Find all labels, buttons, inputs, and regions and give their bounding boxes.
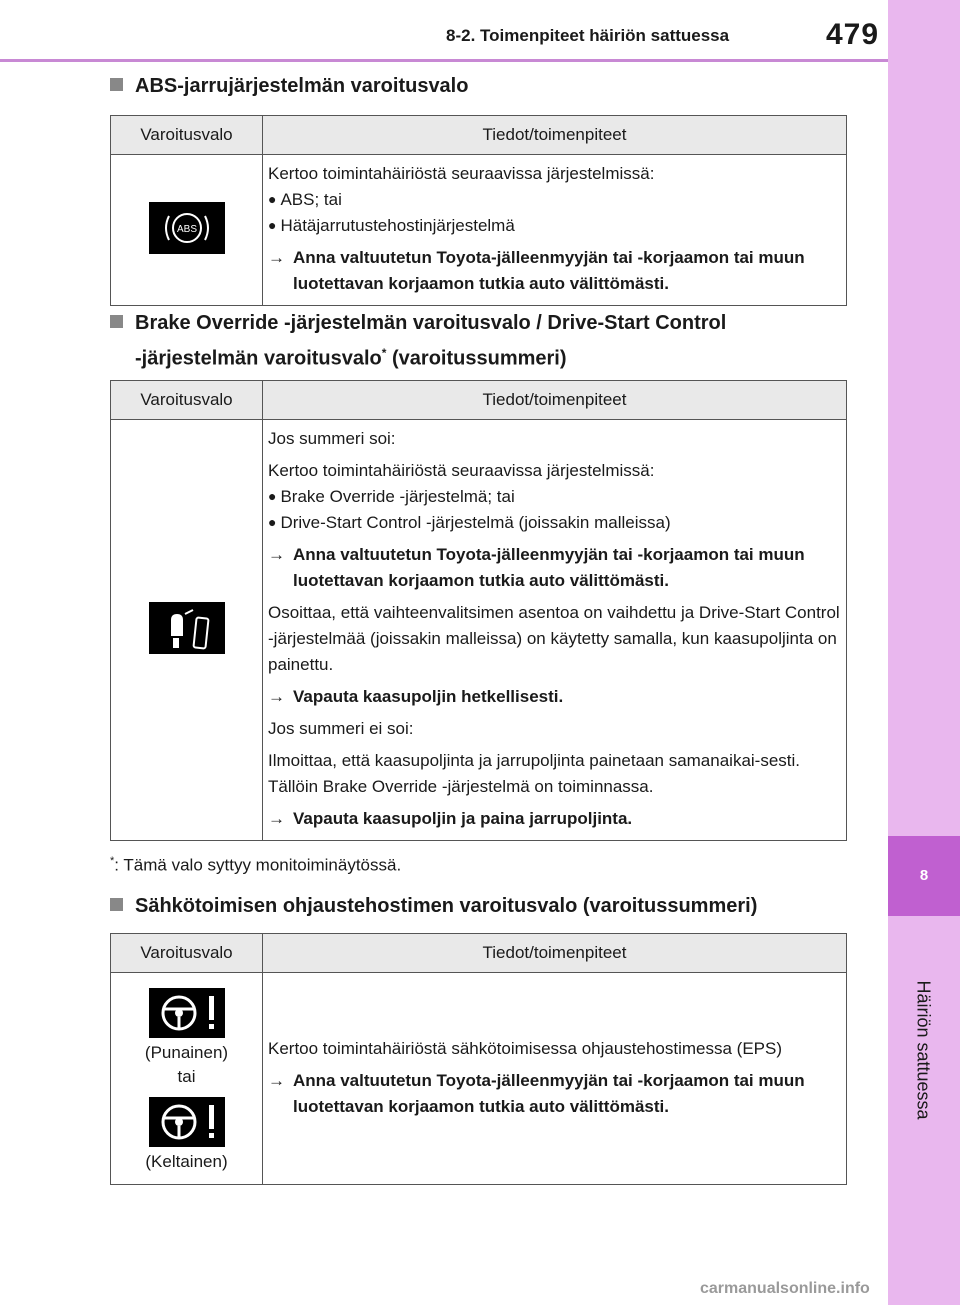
eps-info-cell: Kertoo toimintahäiriöstä sähkötoimisessa ohjaustehostimessa (EPS) → Anna valtuutetun Toyota-jälleenmyyjän tai -korjaamon tai muun luotettavan korjaamon tutkia auto välittömästi. [263,973,847,1185]
abs-table [110,115,847,306]
chapter-number: 8 [888,836,960,916]
footnote: *: Tämä valo syttyy monitoiminäytössä. [110,855,402,875]
page-number: 479 [826,18,880,51]
col-header-light: Varoitusvalo [111,381,263,420]
col-header-light: Varoitusvalo [111,116,263,155]
header-divider [0,59,888,62]
col-header-light: Varoitusvalo [111,934,263,973]
watermark: carmanualsonline.info [700,1280,870,1297]
or-label: tai [177,1066,196,1086]
section-title: 8-2. Toimenpiteet häiriön sattuessa [446,26,730,45]
col-header-info: Tiedot/toimenpiteet [263,381,847,420]
page-header [0,0,888,62]
square-bullet-icon [110,78,123,91]
eps-heading: Sähkötoimisen ohjaustehostimen varoitusvalo (varoitussummeri) [110,891,757,921]
col-header-info: Tiedot/toimenpiteet [263,116,847,155]
col-header-info: Tiedot/toimenpiteet [263,934,847,973]
red-label: (Punainen) [144,1042,229,1062]
eps-icon-cell [111,973,263,1185]
brake-override-warning-icon [149,602,225,654]
brake-override-icon-cell [111,420,263,841]
eps-table [110,933,847,1185]
yellow-label: (Keltainen) [145,1151,228,1171]
svg-text:ABS: ABS [176,223,197,235]
abs-icon-cell [111,155,263,306]
abs-info-cell: Kertoo toimintahäiriöstä seuraavissa järjestelmissä: ● ABS; tai ● Hätäjarrutustehostinjärjestelmä → Anna valtuutetun Toyota-jälleenmyyjän tai -korjaamon tai muun luotettavan korjaamon tutkia auto välittömästi. [263,155,847,306]
brake-override-table [110,380,847,841]
abs-heading: ABS-jarrujärjestelmän varoitusvalo [110,71,468,101]
abs-warning-icon [149,202,225,254]
chapter-label: Häiriön sattuessa [913,980,934,1120]
brake-override-heading: Brake Override -järjestelmän varoitusvalo / Drive-Start Control -järjestelmän varoitusvalo* (varoitussummeri) [110,308,726,374]
steering-wheel-warning-icon [149,1097,225,1147]
square-bullet-icon [110,898,123,911]
steering-wheel-warning-icon [149,988,225,1038]
square-bullet-icon [110,315,123,328]
brake-override-info-cell: Jos summeri soi: Kertoo toimintahäiriöstä seuraavissa järjestelmissä: ● Brake Override -järjestelmä; tai ● Drive-Start Control -järjestelmä (joissakin malleissa) → Anna valtuutetun Toyota-jälleenmyyjän tai -korjaamon tai muun luotettavan korjaamon tutkia auto välittömästi. Osoittaa, että vaihteenvalitsimen asentoa on vaihdettu ja Drive-Start Control -järjestelmää (joissakin malleissa) on käytetty samalla, kun kaasupoljinta on painettu. → Vapauta kaasupoljin hetkellisesti. Jos summeri ei soi: Ilmoittaa, että kaasupoljinta ja jarrupoljinta painetaan samanaikai-sesti. Tällöin Brake Override -järjestelmä on toiminnassa. → Vapauta kaasupoljin ja paina jarrupoljinta. [263,420,847,841]
